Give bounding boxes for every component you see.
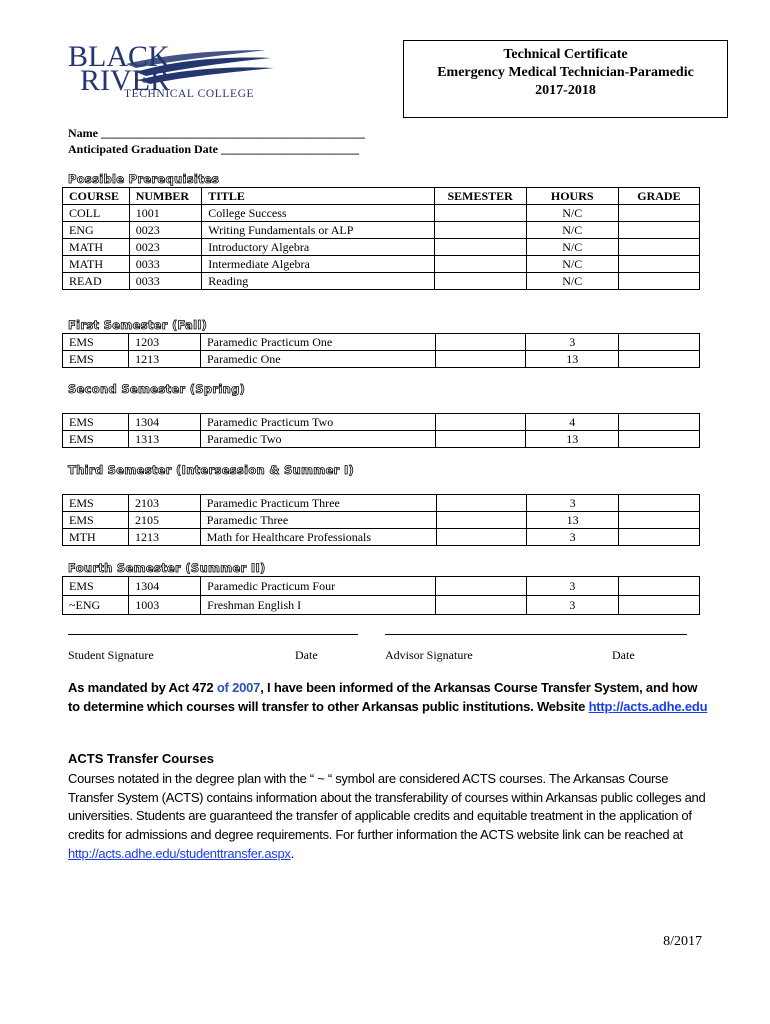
grade-cell[interactable] bbox=[619, 414, 700, 431]
table-row bbox=[63, 414, 700, 431]
semester-cell[interactable] bbox=[436, 529, 526, 546]
grade-cell[interactable] bbox=[619, 334, 700, 351]
mandate-text-1: As mandated by Act 472 bbox=[68, 680, 217, 695]
acts-heading: ACTS Transfer Courses bbox=[68, 751, 214, 766]
course-hours: 3 bbox=[526, 529, 619, 546]
course-hours: 3 bbox=[526, 577, 619, 596]
student-signature-label: Student Signature bbox=[68, 648, 154, 662]
course-number: 1003 bbox=[129, 596, 201, 615]
course-number: 2103 bbox=[129, 495, 201, 512]
section-heading-third-semester: Third Semester (Intersession & Summer I) bbox=[68, 463, 355, 477]
course-number: 1001 bbox=[129, 205, 202, 222]
table-row bbox=[63, 222, 700, 239]
section-heading-fourth-semester: Fourth Semester (Summer II) bbox=[68, 561, 266, 575]
course-number: 1304 bbox=[129, 577, 201, 596]
table-row bbox=[63, 512, 700, 529]
name-field-line[interactable]: Name ____________________________________________ bbox=[68, 126, 365, 140]
course-code: COLL bbox=[63, 205, 130, 222]
course-title: Freshman English I bbox=[201, 596, 436, 615]
acts-body-text: Courses notated in the degree plan with the “ ~ “ symbol are considered ACTS courses. The Arkansas Course Transfer System (ACTS) contains information about the transferability of courses within Arkansas public colleges and universities. Students are guaranteed the transfer of applicable credits and equitable treatment in the application of credits for admissions and degree requirements. For further information the ACTS website link can be reached at bbox=[68, 771, 706, 843]
course-code: EMS bbox=[63, 351, 129, 368]
college-logo bbox=[66, 42, 276, 104]
table-row bbox=[63, 205, 700, 222]
course-number: 1313 bbox=[129, 431, 201, 448]
grade-cell[interactable] bbox=[618, 273, 699, 290]
semester-cell[interactable] bbox=[434, 222, 526, 239]
table-row bbox=[63, 273, 700, 290]
course-number: 1203 bbox=[129, 334, 201, 351]
course-number: 0033 bbox=[129, 273, 202, 290]
semester-cell[interactable] bbox=[436, 577, 526, 596]
logo-text-river: RIVER bbox=[80, 64, 170, 97]
course-code: MATH bbox=[63, 256, 130, 273]
course-title: Reading bbox=[202, 273, 434, 290]
course-number: 1304 bbox=[129, 414, 201, 431]
course-hours: N/C bbox=[526, 273, 618, 290]
table-row bbox=[63, 596, 700, 615]
course-title: Paramedic Three bbox=[200, 512, 436, 529]
acts-website-link[interactable]: http://acts.adhe.edu bbox=[588, 699, 708, 714]
semester-cell[interactable] bbox=[434, 205, 526, 222]
grade-cell[interactable] bbox=[619, 351, 700, 368]
grade-cell[interactable] bbox=[619, 431, 700, 448]
table-row bbox=[63, 334, 700, 351]
course-title: Paramedic Practicum Two bbox=[200, 414, 435, 431]
course-hours: 3 bbox=[526, 495, 619, 512]
section-heading-first-semester: First Semester (Fall) bbox=[68, 318, 208, 332]
course-title: Introductory Algebra bbox=[202, 239, 434, 256]
semester-cell[interactable] bbox=[435, 351, 526, 368]
course-hours: 3 bbox=[526, 596, 619, 615]
header-title: TITLE bbox=[202, 188, 434, 205]
advisor-signature-label: Advisor Signature bbox=[385, 648, 473, 662]
course-number: 0023 bbox=[129, 222, 202, 239]
section-heading-prerequisites: Possible Prerequisites bbox=[68, 172, 220, 186]
table-row bbox=[63, 495, 700, 512]
table-row bbox=[63, 256, 700, 273]
course-code: ~ENG bbox=[63, 596, 129, 615]
course-code: EMS bbox=[63, 577, 129, 596]
course-hours: 13 bbox=[526, 431, 619, 448]
course-number: 0023 bbox=[129, 239, 202, 256]
header-semester: SEMESTER bbox=[434, 188, 526, 205]
header-grade: GRADE bbox=[618, 188, 699, 205]
third-semester-table bbox=[62, 494, 700, 546]
course-code: EMS bbox=[63, 414, 129, 431]
course-number: 1213 bbox=[129, 529, 201, 546]
course-title: Paramedic Practicum Four bbox=[201, 577, 436, 596]
table-row bbox=[63, 431, 700, 448]
course-title: Paramedic Practicum One bbox=[200, 334, 435, 351]
acts-transfer-link[interactable]: http://acts.adhe.edu/studenttransfer.aspx bbox=[68, 845, 291, 861]
course-title: Paramedic Two bbox=[200, 431, 435, 448]
course-code: READ bbox=[63, 273, 130, 290]
course-code: MTH bbox=[63, 529, 129, 546]
semester-cell[interactable] bbox=[436, 512, 526, 529]
table-row bbox=[63, 239, 700, 256]
grade-cell[interactable] bbox=[619, 577, 700, 596]
academic-year: 2017-2018 bbox=[535, 83, 596, 98]
course-title: Intermediate Algebra bbox=[202, 256, 434, 273]
course-title: Writing Fundamentals or ALP bbox=[202, 222, 434, 239]
course-hours: 13 bbox=[526, 512, 619, 529]
semester-cell[interactable] bbox=[434, 239, 526, 256]
grade-cell[interactable] bbox=[619, 495, 700, 512]
certificate-type: Technical Certificate bbox=[503, 47, 628, 62]
course-title: Math for Healthcare Professionals bbox=[200, 529, 436, 546]
course-code: ENG bbox=[63, 222, 130, 239]
table-row bbox=[63, 529, 700, 546]
semester-cell[interactable] bbox=[435, 334, 526, 351]
student-signature-line[interactable] bbox=[68, 634, 358, 635]
table-header-row bbox=[63, 188, 700, 205]
course-code: EMS bbox=[63, 431, 129, 448]
first-semester-table bbox=[62, 333, 700, 368]
course-number: 1213 bbox=[129, 351, 201, 368]
grade-cell[interactable] bbox=[619, 512, 700, 529]
course-code: EMS bbox=[63, 512, 129, 529]
acts-body-end: . bbox=[290, 845, 294, 861]
course-title: College Success bbox=[202, 205, 434, 222]
semester-cell[interactable] bbox=[435, 431, 526, 448]
graduation-date-field-line[interactable]: Anticipated Graduation Date _______________________ bbox=[68, 142, 359, 156]
course-number: 2105 bbox=[129, 512, 201, 529]
course-hours: N/C bbox=[526, 239, 618, 256]
course-hours: N/C bbox=[526, 222, 618, 239]
course-title: Paramedic Practicum Three bbox=[200, 495, 436, 512]
mandate-year: of 2007 bbox=[216, 680, 261, 695]
header-number: NUMBER bbox=[129, 188, 202, 205]
semester-cell[interactable] bbox=[436, 596, 526, 615]
section-heading-second-semester: Second Semester (Spring) bbox=[68, 382, 246, 396]
semester-cell[interactable] bbox=[434, 273, 526, 290]
logo-text-black: BLACK bbox=[68, 40, 170, 73]
course-code: EMS bbox=[63, 334, 129, 351]
mandate-text-2: , I have been informed of the Arkansas Course Transfer System, and how to determine which courses will transfer to other Arkansas public institutions. Website bbox=[68, 680, 698, 714]
course-hours: 4 bbox=[526, 414, 619, 431]
semester-cell[interactable] bbox=[436, 495, 526, 512]
student-date-label: Date bbox=[295, 648, 318, 662]
grade-cell[interactable] bbox=[619, 596, 700, 615]
second-semester-table bbox=[62, 413, 700, 448]
mandate-statement bbox=[68, 678, 708, 716]
prerequisites-table bbox=[62, 187, 700, 290]
course-hours: 3 bbox=[526, 334, 619, 351]
semester-cell[interactable] bbox=[435, 414, 526, 431]
course-hours: 13 bbox=[526, 351, 619, 368]
table-row bbox=[63, 351, 700, 368]
grade-cell[interactable] bbox=[618, 256, 699, 273]
revision-date: 8/2017 bbox=[663, 934, 702, 949]
acts-paragraph bbox=[68, 770, 708, 864]
course-code: MATH bbox=[63, 239, 130, 256]
course-code: EMS bbox=[63, 495, 129, 512]
program-name: Emergency Medical Technician-Paramedic bbox=[437, 65, 694, 80]
course-title: Paramedic One bbox=[200, 351, 435, 368]
fourth-semester-table bbox=[62, 576, 700, 615]
header-course: COURSE bbox=[63, 188, 130, 205]
header-hours: HOURS bbox=[526, 188, 618, 205]
grade-cell[interactable] bbox=[618, 222, 699, 239]
grade-cell[interactable] bbox=[618, 205, 699, 222]
logo-text-technical-college: TECHNICAL COLLEGE bbox=[124, 88, 255, 100]
grade-cell[interactable] bbox=[618, 239, 699, 256]
advisor-signature-line[interactable] bbox=[385, 634, 687, 635]
advisor-date-label: Date bbox=[612, 648, 635, 662]
course-hours: N/C bbox=[526, 205, 618, 222]
semester-cell[interactable] bbox=[434, 256, 526, 273]
course-number: 0033 bbox=[129, 256, 202, 273]
certificate-title-box bbox=[403, 40, 728, 118]
course-hours: N/C bbox=[526, 256, 618, 273]
table-row bbox=[63, 577, 700, 596]
grade-cell[interactable] bbox=[619, 529, 700, 546]
